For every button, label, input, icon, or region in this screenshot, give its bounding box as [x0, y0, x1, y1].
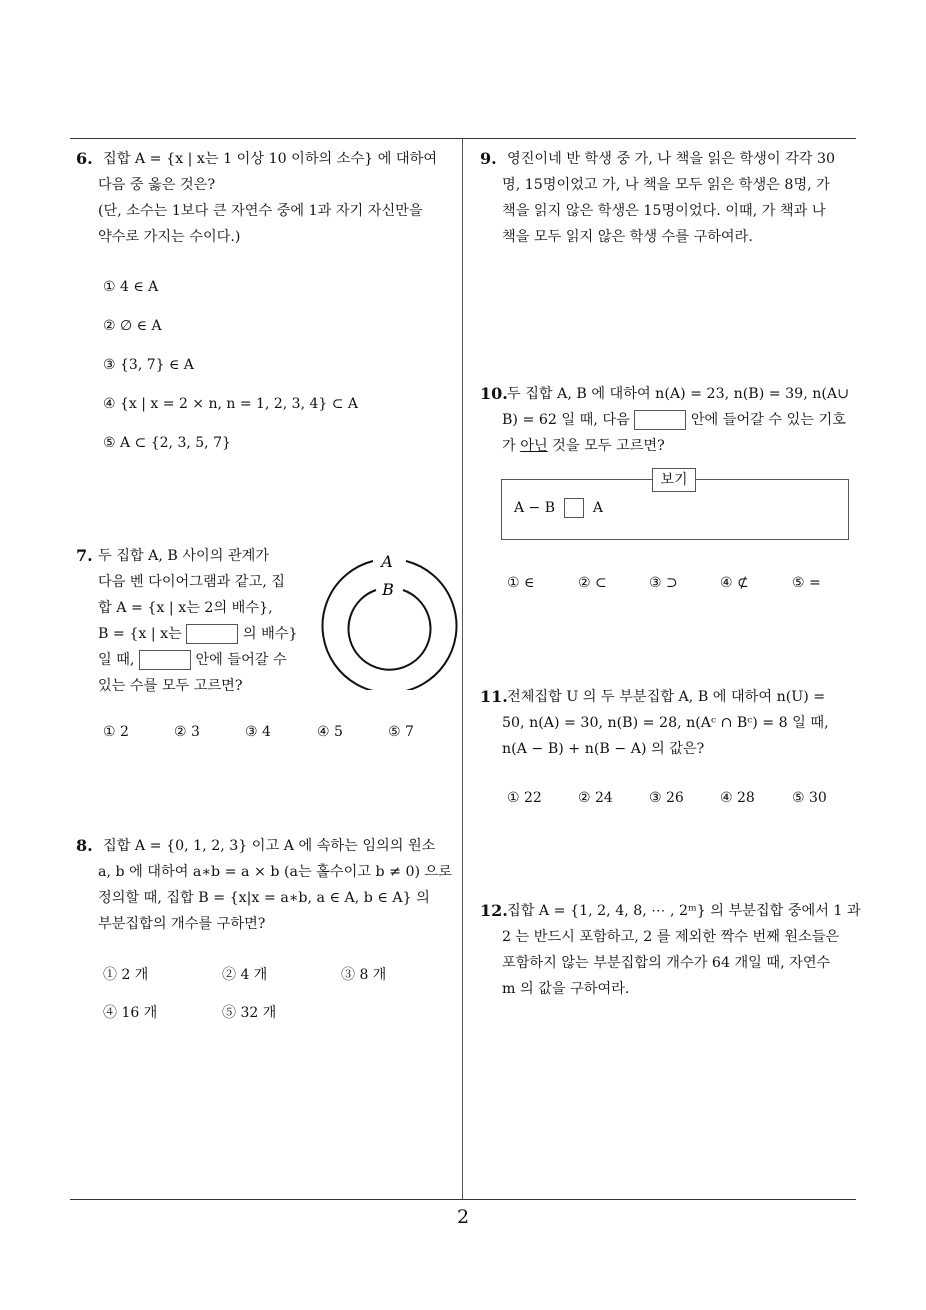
question-text-line: m 의 값을 구하여라.: [502, 981, 630, 997]
question-text-line: 책을 읽지 않은 학생은 15명이었다. 이때, 가 책과 나: [502, 203, 826, 219]
option[interactable]: ⑤ 32 개: [222, 1005, 277, 1021]
set-a-label: A: [381, 552, 393, 571]
question-text-line: 두 집합 A, B 에 대하여 n(A) = 23, n(B) = 39, n(A∪: [507, 386, 850, 402]
option[interactable]: ① ∈: [507, 575, 535, 591]
question-text-fragment: 안에 들어갈 수: [195, 652, 287, 668]
answer-blank-box: [186, 624, 238, 644]
question-number: 11.: [480, 687, 508, 706]
answer-blank-box: [139, 650, 191, 670]
option[interactable]: ② ⊂: [578, 575, 607, 591]
question-text-fragment: B) = 62 일 때, 다음: [502, 412, 630, 428]
question-text-line: 집합 A = {0, 1, 2, 3} 이고 A 에 속하는 임의의 원소: [103, 838, 436, 854]
question-text-fragment: 의 배수}: [242, 626, 298, 642]
question-number: 8.: [76, 836, 93, 855]
question-text-line: a, b 에 대하여 a∗b = a × b (a는 홀수이고 b ≠ 0) 으로: [98, 864, 452, 880]
option[interactable]: ① 2: [103, 724, 129, 740]
question-text-line: [502, 433, 665, 459]
bogi-content: [514, 498, 603, 518]
option[interactable]: ④ 16 개: [103, 1005, 158, 1021]
set-b-circle: [349, 590, 431, 670]
option[interactable]: ① 22: [507, 790, 542, 806]
question-text-line: 집합 A = {x | x는 1 이상 10 이하의 소수} 에 대하여: [103, 151, 438, 167]
option[interactable]: ① 4 ∈ A: [103, 279, 159, 295]
option[interactable]: ③ 4: [245, 724, 271, 740]
question-text-fragment: 가: [502, 438, 516, 454]
bogi-right-term: A: [592, 500, 603, 516]
option[interactable]: ④ ⊄: [720, 575, 749, 591]
option[interactable]: ① 2 개: [103, 967, 149, 983]
question-text-line: 영진이네 반 학생 중 가, 나 책을 읽은 학생이 각각 30: [507, 151, 836, 167]
option[interactable]: ③ ⊃: [649, 575, 678, 591]
question-text-fragment: 것을 모두 고르면?: [552, 438, 665, 454]
option[interactable]: ⑤ 7: [388, 724, 414, 740]
column-divider: [462, 139, 463, 1199]
question-text-line: 있는 수를 모두 고르면?: [98, 678, 243, 694]
question-text-line: 50, n(A) = 30, n(B) = 28, n(Aᶜ ∩ Bᶜ) = 8 일 때,: [502, 715, 829, 731]
question-number: 6.: [76, 149, 93, 168]
option[interactable]: ② 24: [578, 790, 613, 806]
option[interactable]: ⑤ A ⊂ {2, 3, 5, 7}: [103, 435, 231, 451]
question-text-line: 책을 모두 읽지 않은 학생 수를 구하여라.: [502, 229, 753, 245]
question-text-line: 부분집합의 개수를 구하면?: [98, 916, 266, 932]
question-text-line: 합 A = {x | x는 2의 배수},: [98, 600, 273, 616]
option[interactable]: ③ {3, 7} ∈ A: [103, 357, 194, 373]
option[interactable]: ③ 26: [649, 790, 684, 806]
option[interactable]: ② 4 개: [222, 967, 268, 983]
bogi-title: 보기: [652, 468, 696, 492]
question-text-line: 명, 15명이었고 가, 나 책을 모두 읽은 학생은 8명, 가: [502, 177, 830, 193]
question-number: 12.: [480, 901, 508, 920]
option[interactable]: ③ 8 개: [341, 967, 387, 983]
question-text-line: 전체집합 U 의 두 부분집합 A, B 에 대하여 n(U) =: [507, 689, 826, 705]
option[interactable]: ④ {x | x = 2 × n, n = 1, 2, 3, 4} ⊂ A: [103, 396, 359, 412]
question-text-fragment: B = {x | x는: [98, 626, 182, 642]
answer-blank-box: [634, 410, 686, 430]
question-text-line: [98, 621, 298, 647]
underlined-word: 아닌: [520, 438, 548, 454]
question-text-line: 포함하지 않는 부분집합의 개수가 64 개일 때, 자연수: [502, 955, 831, 971]
option[interactable]: ④ 28: [720, 790, 755, 806]
question-text-line: 두 집합 A, B 사이의 관계가: [98, 548, 270, 564]
symbol-blank-box: [564, 498, 584, 518]
bogi-left-term: A − B: [514, 500, 556, 516]
bottom-rule: [70, 1199, 856, 1200]
question-text-line: 정의할 때, 집합 B = {x|x = a∗b, a ∈ A, b ∈ A} 의: [98, 890, 430, 906]
question-text-line: 약수로 가지는 수이다.): [98, 229, 241, 245]
question-text-line: n(A − B) + n(B − A) 의 값은?: [502, 741, 705, 757]
question-text-line: 집합 A = {1, 2, 4, 8, ⋯ , 2ᵐ} 의 부분집합 중에서 1 과: [507, 903, 861, 919]
question-text-line: [98, 647, 287, 673]
question-number: 10.: [480, 384, 508, 403]
question-number: 9.: [480, 149, 497, 168]
question-text-line: (단, 소수는 1보다 큰 자연수 중에 1과 자기 자신만을: [98, 203, 423, 219]
option[interactable]: ⑤ =: [792, 575, 821, 591]
question-text-line: 다음 벤 다이어그램과 같고, 집: [98, 574, 286, 590]
question-number: 7.: [76, 546, 93, 565]
question-text-line: 2 는 반드시 포함하고, 2 를 제외한 짝수 번째 원소들은: [502, 929, 840, 945]
question-text-line: [502, 407, 846, 433]
question-text-line: 다음 중 옳은 것은?: [98, 177, 216, 193]
page-number: 2: [456, 1206, 470, 1228]
option[interactable]: ② ∅ ∈ A: [103, 318, 162, 334]
top-rule: [70, 138, 856, 139]
question-text-fragment: 일 때,: [98, 652, 135, 668]
question-text-fragment: 안에 들어갈 수 있는 기호: [690, 412, 846, 428]
set-b-label: B: [382, 580, 394, 599]
option[interactable]: ④ 5: [317, 724, 343, 740]
venn-diagram: [318, 548, 458, 690]
option[interactable]: ⑤ 30: [792, 790, 827, 806]
option[interactable]: ② 3: [174, 724, 200, 740]
